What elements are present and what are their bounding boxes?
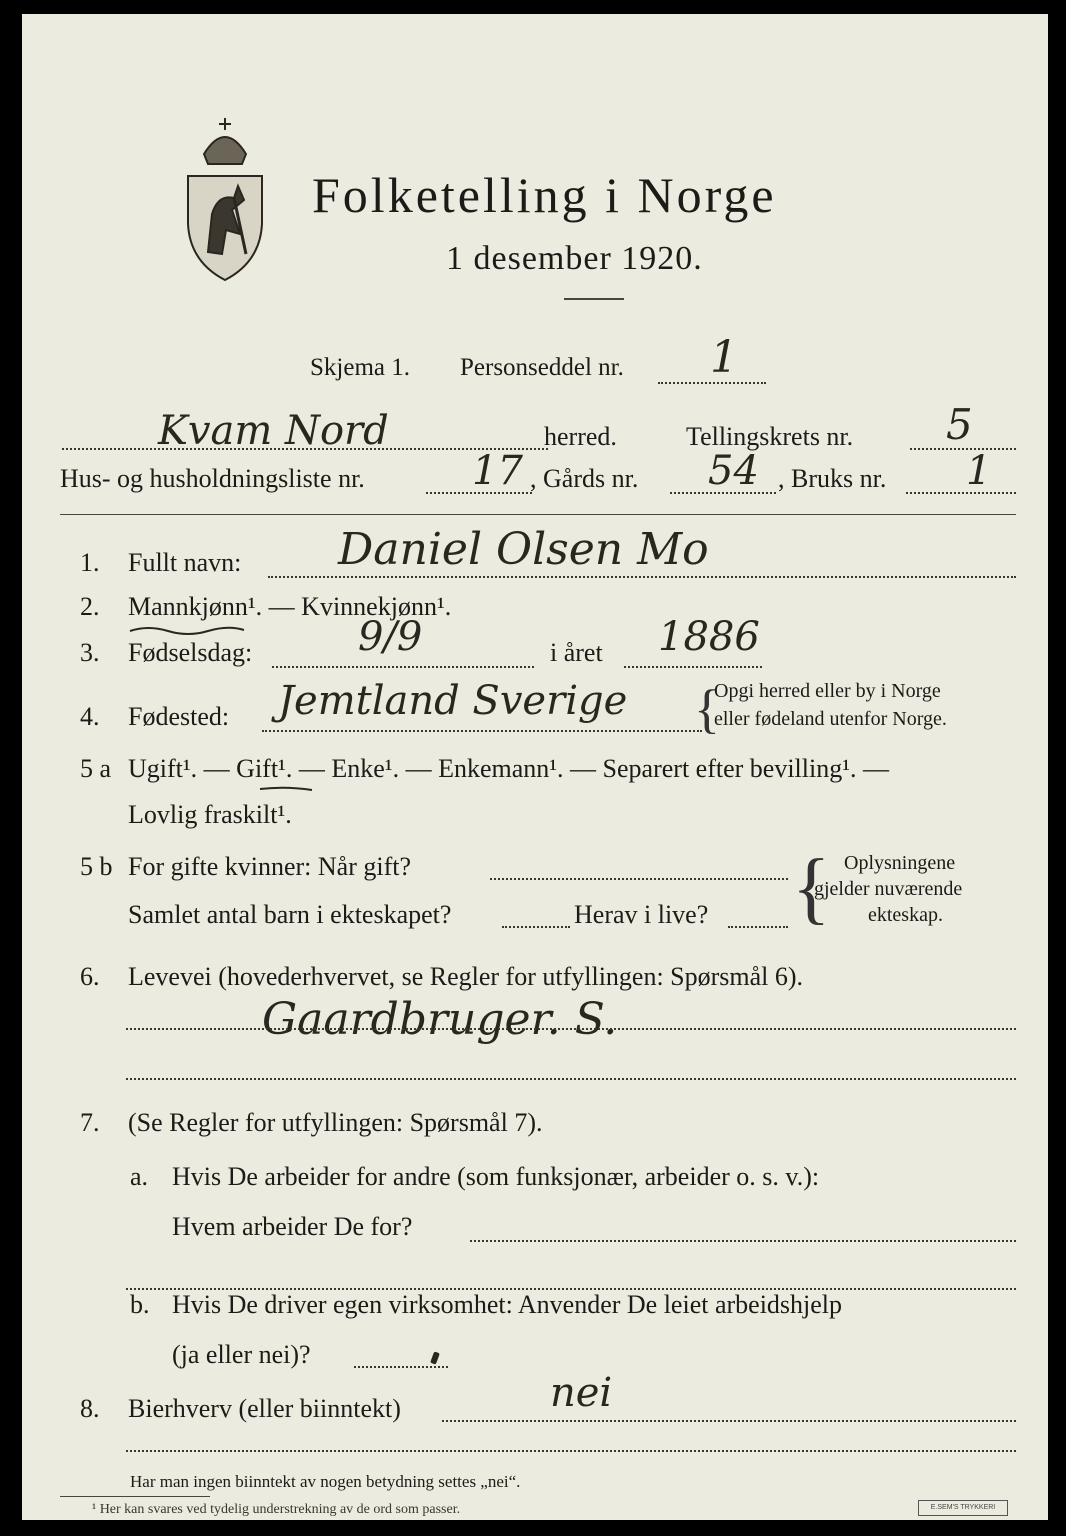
ink-mark	[430, 1351, 440, 1364]
q7b-letter: b.	[130, 1290, 150, 1319]
personseddel-value: 1	[710, 332, 738, 383]
q5a-number: 5 a	[80, 754, 112, 783]
q3-year-label: i året	[550, 638, 603, 667]
q6-line-1	[126, 1028, 1016, 1030]
gards-value: 54	[708, 448, 759, 494]
q5b-line-2b: Herav i live?	[574, 900, 709, 929]
q7-label: (Se Regler for utfyllingen: Spørsmål 7).	[128, 1108, 543, 1137]
q4-line	[262, 730, 702, 732]
q8-label: Bierhverv (eller biinntekt)	[128, 1394, 401, 1423]
q5b-note-2: gjelder nuværende	[814, 878, 963, 900]
q7b-answer-line	[354, 1366, 448, 1368]
q6-number: 6.	[80, 962, 100, 991]
footer-note: Har man ingen biinntekt av nogen betydning settes „nei“.	[130, 1472, 521, 1491]
q8-line	[442, 1420, 1016, 1422]
q5b-note-1: Oplysningene	[844, 852, 956, 874]
q7a-answer-line	[470, 1240, 1016, 1242]
q5b-number: 5 b	[80, 852, 113, 881]
q3-number: 3.	[80, 638, 100, 667]
q5b-barn-line	[502, 926, 570, 928]
q1-number: 1.	[80, 548, 100, 577]
q5b-brace: {	[792, 844, 831, 932]
q4-note-1: Opgi herred eller by i Norge	[714, 680, 941, 702]
personseddel-label: Personseddel nr.	[460, 354, 624, 381]
q5a-line-2: Lovlig fraskilt¹.	[128, 800, 292, 829]
husliste-value: 17	[472, 448, 523, 494]
bruks-value: 1	[966, 448, 992, 494]
q5b-line-2a: Samlet antal barn i ekteskapet?	[128, 900, 452, 929]
footnote-divider	[60, 1496, 210, 1497]
q2-underline-mark	[128, 624, 246, 636]
q3-value: 9/9	[358, 614, 423, 660]
gards-label: , Gårds nr.	[530, 464, 639, 493]
footnote: ¹ Her kan svares ved tydelig understrekning av de ord som passer.	[92, 1502, 461, 1517]
q8-value: nei	[550, 1370, 613, 1416]
q4-label: Fødested:	[128, 702, 230, 731]
q5a-line-1: Ugift¹. — Gift¹. — Enke¹. — Enkemann¹. — Separert efter bevilling¹. —	[128, 754, 890, 783]
q8-number: 8.	[80, 1394, 100, 1423]
husliste-label: Hus- og husholdningsliste nr.	[60, 464, 365, 493]
q5b-live-line	[728, 926, 788, 928]
q7b-line-2: (ja eller nei)?	[172, 1340, 311, 1369]
tellingskrets-label: Tellingskrets nr.	[686, 422, 854, 451]
q3-year-line	[624, 666, 762, 668]
q7a-line-2: Hvem arbeider De for?	[172, 1212, 413, 1241]
q3-year-value: 1886	[658, 614, 760, 660]
q4-brace: {	[694, 679, 720, 739]
q3-line	[272, 666, 534, 668]
q5b-gift-line	[490, 878, 788, 880]
q5b-note-3: ekteskap.	[868, 904, 943, 926]
q6-line-2	[126, 1078, 1016, 1080]
q1-label: Fullt navn:	[128, 548, 242, 577]
coat-of-arms-icon	[182, 114, 268, 284]
tellingskrets-value: 5	[946, 400, 973, 449]
census-date: 1 desember 1920.	[446, 240, 703, 277]
q7a-line-1: Hvis De arbeider for andre (som funksjonær, arbeider o. s. v.):	[172, 1162, 820, 1191]
q2-number: 2.	[80, 592, 100, 621]
q7-number: 7.	[80, 1108, 100, 1137]
q3-label: Fødselsdag:	[128, 638, 253, 667]
form-title: Folketelling i Norge	[312, 167, 777, 223]
q7b-line-1: Hvis De driver egen virksomhet: Anvender De leiet arbeidshjelp	[172, 1290, 843, 1319]
census-form-page	[22, 14, 1048, 1520]
bruks-line	[906, 492, 1016, 494]
q1-value: Daniel Olsen Mo	[338, 524, 709, 575]
q1-line	[268, 576, 1016, 578]
bruks-label: , Bruks nr.	[778, 464, 887, 493]
q4-value: Jemtland Sverige	[278, 678, 628, 724]
q6-value: Gaardbruger. S.	[262, 994, 618, 1045]
q2-text: Mannkjønn¹. — Kvinnekjønn¹.	[128, 592, 452, 621]
q7a-letter: a.	[130, 1162, 149, 1191]
q4-number: 4.	[80, 702, 100, 731]
q5b-line-1: For gifte kvinner: Når gift?	[128, 852, 412, 881]
q4-note-2: eller fødeland utenfor Norge.	[714, 708, 947, 730]
title-divider	[564, 298, 624, 300]
q8-line-2	[126, 1450, 1016, 1452]
herred-value: Kvam Nord	[158, 408, 389, 454]
q6-label: Levevei (hovederhvervet, se Regler for utfyllingen: Spørsmål 6).	[128, 962, 804, 991]
q5a-underline-mark	[258, 784, 314, 794]
section-divider	[60, 514, 1016, 515]
herred-label: herred.	[544, 422, 617, 451]
printer-mark: E.SEM'S TRYKKERI	[918, 1500, 1008, 1516]
schema-label: Skjema 1.	[310, 354, 410, 381]
